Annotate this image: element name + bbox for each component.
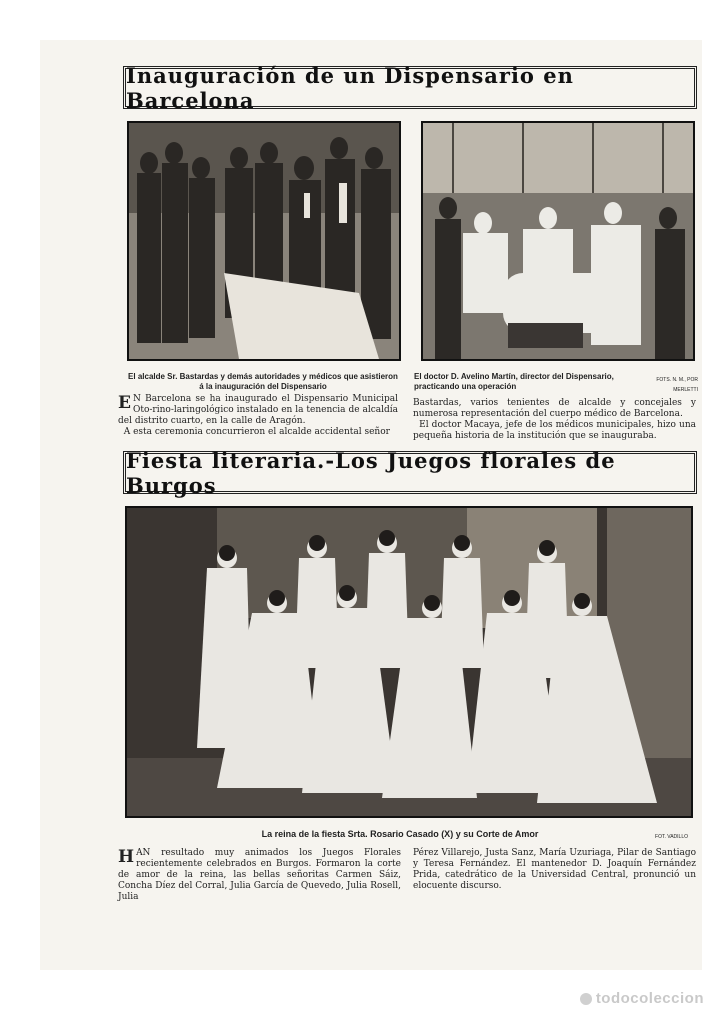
watermark-text: todocoleccion (595, 990, 704, 1007)
article1-para2: A esta ceremonia concurrieron el alcalde accidental señor (123, 427, 390, 437)
article2-lead: AN resultado muy animados los Juegos Florales recientemente celebrados en Burgos. Formaron la corte de amor de la reina, las bellas señoritas Carmen Sáiz, Concha Díez del Corral, Julia García de Quevedo, Julia Rosell, Julia (118, 848, 401, 902)
photo-operation (421, 121, 695, 361)
caption-photo1: El alcalde Sr. Bastardas y demás autoridades y médicos que asistieron á la inauguración del Dispensario (128, 372, 398, 391)
article1-col2-para2: El doctor Macaya, jefe de los médicos municipales, hizo una pequeña historia de la institución que se inauguraba. (413, 420, 696, 441)
caption-photo3: La reina de la fiesta Srta. Rosario Casado (X) y su Corte de Amor (261, 829, 539, 839)
caption-photo2: El doctor D. Avelino Martín, director del Dispensario, practicando una operación (414, 372, 614, 391)
article1-column1 (118, 394, 398, 438)
watermark (580, 990, 704, 1007)
photo-credit-1: FOTS. N. M., POR MERLETTI (656, 377, 698, 393)
article2-dropcap: H (118, 847, 135, 867)
section-heading-dispensario: Inauguración de un Dispensario en Barcelona (123, 66, 697, 109)
section-heading-juegos-florales: Fiesta literaria.-Los Juegos florales de Burgos (123, 451, 697, 494)
article2-column2 (413, 848, 696, 892)
article2-col2-para1: Pérez Villarejo, Justa Sanz, María Uzuriaga, Pilar de Santiago y Teresa Fernández. El mantenedor D. Joaquín Fernández Prida, catedrático de la Universidad Central, pronunció un elocuente discurso. (413, 848, 696, 891)
article2-column1 (118, 848, 401, 903)
photo-corte-de-amor (125, 506, 693, 818)
article1-dropcap: E (118, 393, 131, 413)
photo-authorities-inauguration (127, 121, 401, 361)
article1-column2 (413, 398, 696, 442)
watermark-logo-icon (580, 993, 592, 1005)
photo-credit-2: FOT. VADILLO (655, 834, 688, 840)
article1-col2-para1: Bastardas, varios tenientes de alcalde y concejales y numerosa representación del cuerpo médico de Barcelona. (413, 398, 696, 419)
article1-lead: N Barcelona se ha inaugurado el Dispensario Municipal Oto-rino-laringológico instalado en la tenencia de alcaldía del distrito cuarto, en la calle de Aragón. (118, 394, 398, 426)
